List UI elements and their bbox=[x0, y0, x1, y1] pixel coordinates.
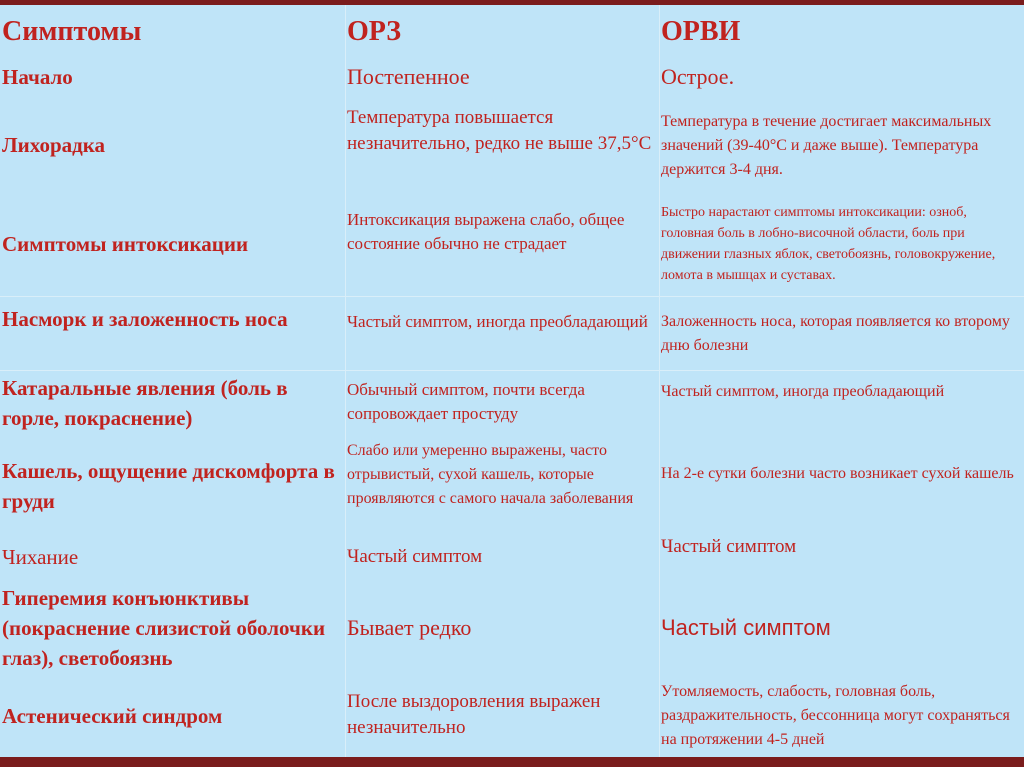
row-divider bbox=[0, 370, 1024, 371]
orz-cough: Слабо или умеренно выражены, часто отрывистый, сухой кашель, которые проявляются с самого начала заболевания bbox=[347, 442, 634, 507]
bottom-border bbox=[0, 757, 1024, 767]
orz-asthenic: После выздоровления выражен незначительно bbox=[347, 691, 601, 738]
top-border bbox=[0, 0, 1024, 5]
orvi-intoxication: Быстро нарастают симптомы интоксикации: озноб, головная боль в лобно-височной области, боль при движении глазных яблок, светобоязнь, головокружение, ломота в мышцах и суставах. bbox=[661, 205, 996, 283]
symptom-intoxication: Симптомы интоксикации bbox=[2, 232, 249, 256]
orvi-fever: Температура в течение достигает максимальных значений (39-40°С и даже выше). Температура держится 3-4 дня. bbox=[661, 113, 992, 178]
orvi-catarrhal: Частый симптом, иногда преобладающий bbox=[661, 383, 945, 400]
column-divider bbox=[345, 5, 346, 757]
symptom-runny-nose: Насморк и заложенность носа bbox=[2, 307, 288, 331]
symptom-sneezing: Чихание bbox=[2, 545, 79, 569]
symptom-onset: Начало bbox=[2, 65, 73, 89]
orz-onset: Постепенное bbox=[347, 64, 470, 89]
header-orvi: ОРВИ bbox=[661, 16, 741, 47]
row-divider bbox=[0, 296, 1024, 297]
orvi-cough: На 2-е сутки болезни часто возникает сухой кашель bbox=[661, 465, 1014, 482]
symptom-asthenic: Астенический синдром bbox=[2, 704, 223, 728]
orz-sneezing: Частый симптом bbox=[347, 546, 483, 567]
header-orz: ОРЗ bbox=[347, 16, 402, 47]
orz-runny-nose: Частый симптом, иногда преобладающий bbox=[347, 312, 648, 331]
orvi-conjunctiva: Частый симптом bbox=[661, 615, 831, 640]
orvi-onset: Острое. bbox=[661, 64, 735, 89]
orz-catarrhal: Обычный симптом, почти всегда сопровождает простуду bbox=[347, 380, 585, 423]
orz-fever: Температура повышается незначительно, редко не выше 37,5°С bbox=[347, 107, 652, 154]
symptom-cough: Кашель, ощущение дискомфорта в груди bbox=[2, 459, 335, 513]
orvi-runny-nose: Заложенность носа, которая появляется ко второму дню болезни bbox=[661, 313, 1010, 354]
orvi-asthenic: Утомляемость, слабость, головная боль, раздражительность, бессонница могут сохраняться на протяжении 4-5 дней bbox=[661, 683, 1010, 748]
orz-intoxication: Интоксикация выражена слабо, общее состояние обычно не страдает bbox=[347, 210, 625, 253]
orz-conjunctiva: Бывает редко bbox=[347, 615, 472, 640]
symptom-fever: Лихорадка bbox=[2, 133, 106, 157]
orvi-sneezing: Частый симптом bbox=[661, 536, 797, 557]
symptom-conjunctiva: Гиперемия конъюнктивы (покраснение слизистой оболочки глаз), светобоязнь bbox=[2, 586, 326, 670]
header-symptoms: Симптомы bbox=[2, 16, 142, 47]
symptom-catarrhal: Катаральные явления (боль в горле, покраснение) bbox=[2, 376, 288, 430]
column-divider bbox=[659, 5, 660, 757]
